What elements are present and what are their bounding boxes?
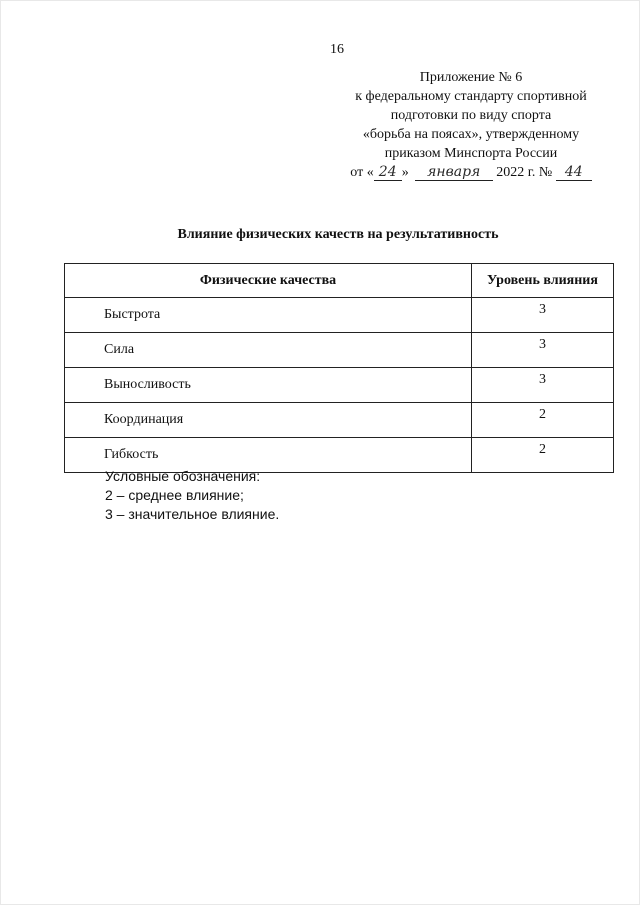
date-prefix: от « xyxy=(350,165,374,180)
quality-cell: Координация xyxy=(65,403,472,438)
annex-line: приказом Минспорта России xyxy=(384,146,558,161)
qualities-table xyxy=(64,263,614,473)
legend-heading: Условные обозначения: xyxy=(105,468,261,484)
quality-cell: Быстрота xyxy=(65,298,472,333)
table-row xyxy=(65,403,614,438)
quality-cell: Выносливость xyxy=(65,368,472,403)
table-header-row xyxy=(65,264,614,298)
handwritten-month: января xyxy=(415,165,493,181)
level-cell: 2 xyxy=(472,438,614,473)
level-cell: 3 xyxy=(472,298,614,333)
header-quality: Физические качества xyxy=(65,264,472,298)
header-level: Уровень влияния xyxy=(472,264,614,298)
document-title: Влияние физических качеств на результативность xyxy=(177,227,499,242)
annex-line: Приложение № 6 xyxy=(419,70,523,85)
annex-header xyxy=(321,68,621,182)
level-cell: 2 xyxy=(472,403,614,438)
table-row xyxy=(65,333,614,368)
page-number: 16 xyxy=(330,42,344,57)
table-row xyxy=(65,298,614,333)
handwritten-day: 24 xyxy=(374,165,402,181)
level-cell: 3 xyxy=(472,333,614,368)
date-close: » xyxy=(401,165,409,180)
handwritten-order-number: 44 xyxy=(556,165,592,181)
year-text: 2022 г. № xyxy=(496,165,553,180)
legend-item: 3 – значительное влияние. xyxy=(105,506,280,522)
annex-line: подготовки по виду спорта xyxy=(390,108,552,123)
quality-cell: Сила xyxy=(65,333,472,368)
legend-item: 2 – среднее влияние; xyxy=(105,487,244,503)
level-cell: 3 xyxy=(472,368,614,403)
quality-cell: Гибкость xyxy=(65,438,472,473)
table-row xyxy=(65,368,614,403)
legend xyxy=(105,467,279,524)
annex-line: «борьба на поясах», утвержденному xyxy=(362,127,580,142)
annex-line: к федеральному стандарту спортивной xyxy=(355,89,587,104)
annex-date-line xyxy=(321,163,621,182)
